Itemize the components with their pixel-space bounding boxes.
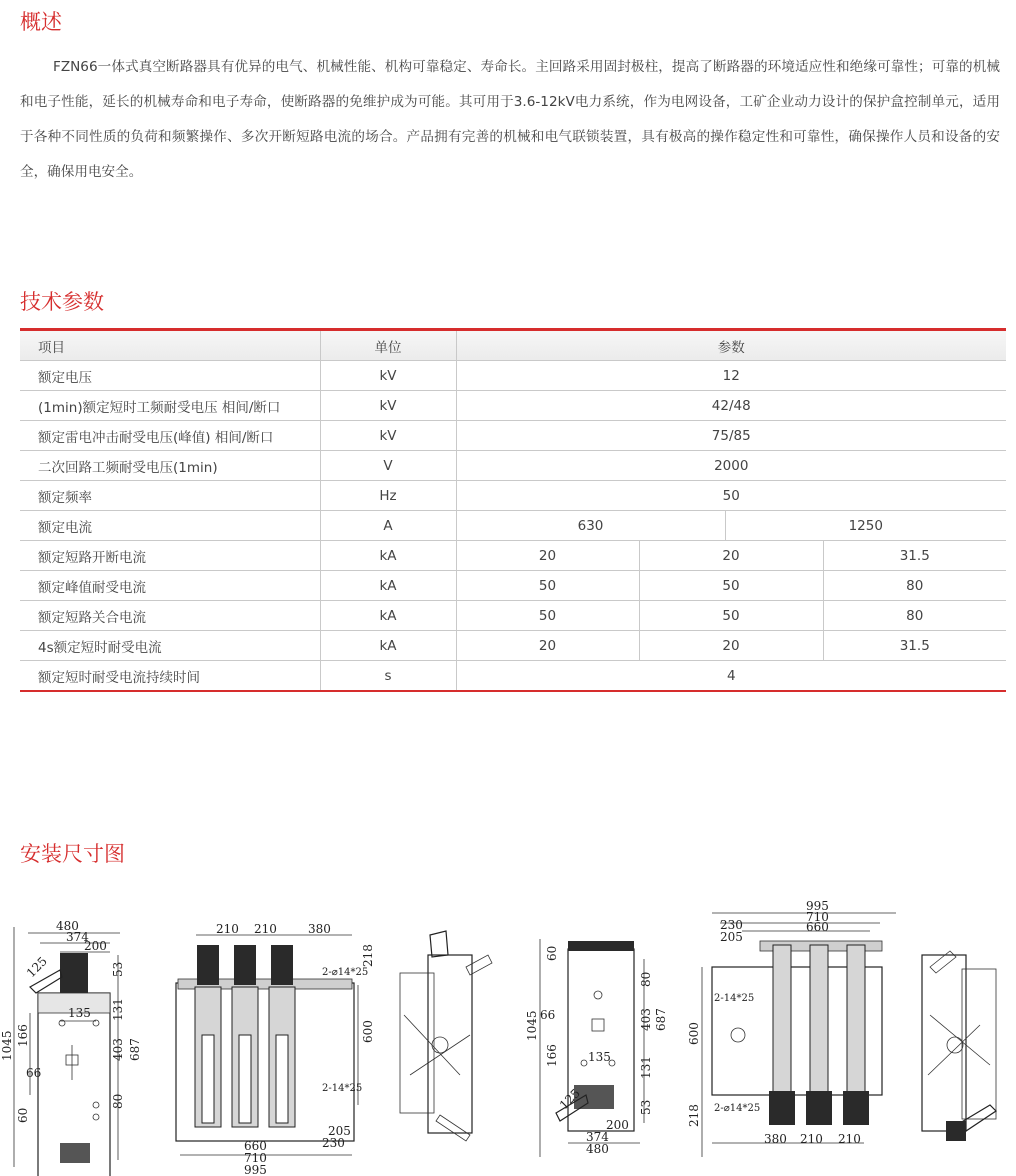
- row-value: 75/85: [456, 421, 1006, 451]
- dim2-66: 66: [540, 1008, 556, 1022]
- dim-hole-top: 2-⌀14*25: [322, 967, 369, 978]
- row-unit: kA: [320, 571, 456, 601]
- row-item: 额定短路开断电流: [20, 541, 320, 571]
- spec-table: [20, 328, 1006, 692]
- dim2-200: 200: [606, 1118, 629, 1132]
- row-value-3: 31.5: [823, 631, 1006, 661]
- tech-params-title: 技术参数: [20, 290, 104, 314]
- row-item: 额定雷电冲击耐受电压(峰值) 相间/断口: [20, 421, 320, 451]
- dim-200: 200: [84, 939, 107, 953]
- row-item: 二次回路工频耐受电压(1min): [20, 451, 320, 481]
- row-item: (1min)额定短时工频耐受电压 相间/断口: [20, 391, 320, 421]
- installation-drawings: [0, 895, 1016, 1176]
- row-value: 2000: [456, 451, 1006, 481]
- drawing-side-view-2: [525, 939, 668, 1157]
- header-unit: 单位: [320, 330, 456, 361]
- overview-paragraph: [20, 50, 1000, 190]
- row-value-2: 50: [639, 571, 823, 601]
- table-row: [20, 391, 1006, 421]
- pole-group-2: [769, 945, 869, 1125]
- dim-210-a: 210: [216, 922, 239, 936]
- row-value: 12: [456, 361, 1006, 391]
- dim2-1045: 1045: [525, 1010, 539, 1041]
- row-item: 额定短时耐受电流持续时间: [20, 661, 320, 692]
- dim2-135: 135: [588, 1050, 611, 1064]
- dim2-480: 480: [586, 1142, 609, 1156]
- drawings-svg: [0, 895, 1016, 1176]
- row-unit: s: [320, 661, 456, 692]
- row-unit: kA: [320, 631, 456, 661]
- dim2-125: 125: [556, 1086, 583, 1113]
- row-item: 额定频率: [20, 481, 320, 511]
- table-row: [20, 601, 1006, 631]
- row-value-1: 50: [456, 571, 639, 601]
- dim-218: 218: [361, 944, 375, 967]
- dim2-600: 600: [687, 1022, 701, 1045]
- dim-53: 53: [111, 961, 125, 977]
- row-unit: kA: [320, 601, 456, 631]
- dim-66: 66: [26, 1066, 42, 1080]
- dim-710: 710: [244, 1151, 267, 1165]
- row-value: 4: [456, 661, 1006, 692]
- dim2-60: 60: [545, 945, 559, 961]
- row-unit: kV: [320, 361, 456, 391]
- dim-380: 380: [308, 922, 331, 936]
- dim-80: 80: [111, 1093, 125, 1109]
- dim-131: 131: [111, 998, 125, 1021]
- row-unit: kA: [320, 541, 456, 571]
- dim2-hole-bottom: 2-⌀14*25: [714, 1103, 761, 1114]
- row-value-1250: 1250: [725, 511, 1006, 541]
- row-unit: Hz: [320, 481, 456, 511]
- dim2-hole-top: 2-14*25: [714, 993, 755, 1004]
- dim2-80: 80: [639, 971, 653, 987]
- drawing-front-view-1: [176, 922, 375, 1176]
- row-value-3: 80: [823, 601, 1006, 631]
- row-value-2: 20: [639, 541, 823, 571]
- dim2-166: 166: [545, 1044, 559, 1067]
- row-unit: A: [320, 511, 456, 541]
- row-value-1: 50: [456, 601, 639, 631]
- dim-hole-bottom: 2-14*25: [322, 1083, 363, 1094]
- dim2-380: 380: [764, 1132, 787, 1146]
- table-row: [20, 481, 1006, 511]
- drawing-mechanism-view-2: [922, 951, 996, 1141]
- dim2-218: 218: [687, 1104, 701, 1127]
- dim2-687: 687: [654, 1008, 668, 1031]
- dim2-403: 403: [639, 1008, 653, 1031]
- table-row: [20, 451, 1006, 481]
- dim2-131: 131: [639, 1056, 653, 1079]
- row-value-2: 50: [639, 601, 823, 631]
- table-row: [20, 361, 1006, 391]
- dim-205: 205: [328, 1124, 351, 1138]
- table-row: [20, 631, 1006, 661]
- row-item: 额定电流: [20, 511, 320, 541]
- row-unit: kV: [320, 421, 456, 451]
- header-item: 项目: [20, 330, 320, 361]
- dim-480: 480: [56, 919, 79, 933]
- row-value-3: 80: [823, 571, 1006, 601]
- dim-1045: 1045: [0, 1030, 14, 1061]
- row-value: 50: [456, 481, 1006, 511]
- dim-60: 60: [16, 1107, 30, 1123]
- dim2-205: 205: [720, 930, 743, 944]
- dim-403: 403: [111, 1038, 125, 1061]
- row-item: 额定电压: [20, 361, 320, 391]
- overview-title: 概述: [20, 10, 62, 34]
- table-row: [20, 541, 1006, 571]
- table-row: [20, 661, 1006, 692]
- pole-group: [195, 945, 295, 1127]
- row-value-2: 20: [639, 631, 823, 661]
- dim2-660: 660: [806, 920, 829, 934]
- drawing-side-view-1: [0, 919, 142, 1176]
- row-value-1: 20: [456, 541, 639, 571]
- dim2-995: 995: [806, 899, 829, 913]
- row-unit: kV: [320, 391, 456, 421]
- header-params: 参数: [456, 330, 1006, 361]
- dim-125: 125: [23, 954, 50, 981]
- row-value: 42/48: [456, 391, 1006, 421]
- row-value-1: 20: [456, 631, 639, 661]
- table-row: [20, 571, 1006, 601]
- dim2-710: 710: [806, 910, 829, 924]
- dim2-210-a: 210: [800, 1132, 823, 1146]
- row-value-3: 31.5: [823, 541, 1006, 571]
- overview-text: FZN66一体式真空断路器具有优异的电气、机械性能、机构可靠稳定、寿命长。主回路采用固封极柱，提高了断路器的环境适应性和绝缘可靠性；可靠的机械和电子性能，延长的机械寿命和电子寿命，使断路器的免维护成为可能。其可用于3.6-12kV电力系统，作为电网设备，工矿企业动力设计的保护盒控制单元，适用于各种不同性质的负荷和频繁操作、多次开断短路电流的场合。产品拥有完善的机械和电气联锁装置，具有极高的操作稳定性和可靠性，确保操作人员和设备的安全，确保用电安全。: [20, 59, 1000, 180]
- dim-210-b: 210: [254, 922, 277, 936]
- dim-166: 166: [16, 1024, 30, 1047]
- row-item: 4s额定短时耐受电流: [20, 631, 320, 661]
- spec-header-row: [20, 330, 1006, 361]
- dim2-230: 230: [720, 918, 743, 932]
- dim-374: 374: [66, 930, 89, 944]
- row-unit: V: [320, 451, 456, 481]
- drawing-front-view-2: [687, 899, 896, 1157]
- dim2-53: 53: [639, 1099, 653, 1115]
- dim-995: 995: [244, 1163, 267, 1176]
- install-title: 安装尺寸图: [20, 842, 125, 866]
- dim-687: 687: [128, 1038, 142, 1061]
- dim-660: 660: [244, 1139, 267, 1153]
- row-item: 额定短路关合电流: [20, 601, 320, 631]
- dim2-210-b: 210: [838, 1132, 861, 1146]
- dim-135: 135: [68, 1006, 91, 1020]
- row-item: 额定峰值耐受电流: [20, 571, 320, 601]
- row-value-630: 630: [456, 511, 725, 541]
- table-row: [20, 421, 1006, 451]
- dim-600: 600: [361, 1020, 375, 1043]
- dim-230: 230: [322, 1136, 345, 1150]
- dim2-374: 374: [586, 1130, 609, 1144]
- table-row: [20, 511, 1006, 541]
- drawing-mechanism-view-1: [400, 931, 492, 1141]
